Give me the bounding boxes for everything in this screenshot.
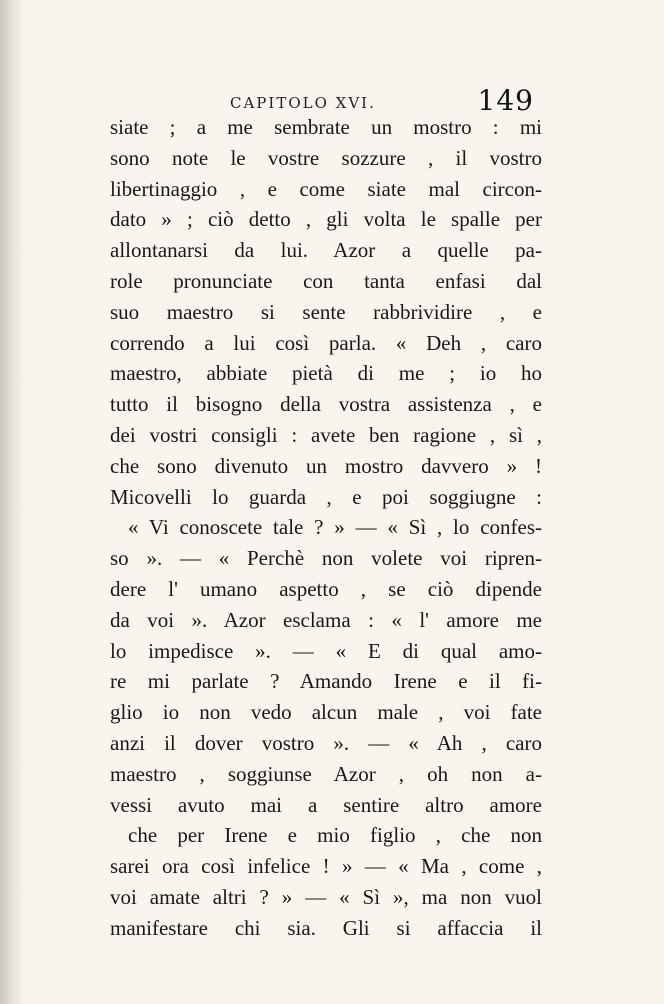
text-line: sarei ora così infelice ! » — « Ma , come , <box>110 854 542 879</box>
text-line: glio io non vedo alcun male , voi fate <box>110 700 542 725</box>
text-line: so ». — « Perchè non volete voi ripren- <box>110 546 542 571</box>
text-line: suo maestro si sente rabbrividire , e <box>110 299 542 324</box>
binding-shadow <box>0 0 24 1004</box>
page-number: 149 <box>477 84 534 117</box>
text-line: vessi avuto mai a sentire altro amore <box>110 792 542 817</box>
text-line: siate ; a me sembrate un mostro : mi <box>110 115 542 139</box>
text-line: libertinaggio , e come siate mal circon- <box>110 176 542 201</box>
text-line: allontanarsi da lui. Azor a quelle pa- <box>110 238 542 263</box>
running-head: CAPITOLO XVI. <box>230 94 376 112</box>
text-line: dato » ; ciò detto , gli volta le spalle per <box>110 207 542 232</box>
text-line: che per Irene e mio figlio , che non <box>128 823 542 848</box>
text-line: manifestare chi sia. Gli si affaccia il <box>110 915 542 940</box>
text-line: lo impedisce ». — « E di qual amo- <box>110 638 542 663</box>
text-line: tutto il bisogno della vostra assistenza , e <box>110 392 542 417</box>
text-line: voi amate altri ? » — « Sì », ma non vuol <box>110 884 542 909</box>
text-line: dere l' umano aspetto , se ciò dipende <box>110 576 542 601</box>
body-text <box>110 112 542 944</box>
text-line: role pronunciate con tanta enfasi dal <box>110 268 542 293</box>
text-line: anzi il dover vostro ». — « Ah , caro <box>110 730 542 755</box>
text-line: dei vostri consigli : avete ben ragione , sì , <box>110 422 542 447</box>
text-line: sono note le vostre sozzure , il vostro <box>110 145 542 170</box>
text-line: Micovelli lo guarda , e poi soggiugne : <box>110 484 542 509</box>
text-line: « Vi conoscete tale ? » — « Sì , lo confes- <box>128 515 542 540</box>
text-line: re mi parlate ? Amando Irene e il fi- <box>110 669 542 694</box>
text-line: correndo a lui così parla. « Deh , caro <box>110 330 542 355</box>
text-line: da voi ». Azor esclama : « l' amore me <box>110 607 542 632</box>
text-line: maestro , soggiunse Azor , oh non a- <box>110 761 542 786</box>
text-line: maestro, abbiate pietà di me ; io ho <box>110 361 542 386</box>
text-line: che sono divenuto un mostro davvero » ! <box>110 453 542 478</box>
